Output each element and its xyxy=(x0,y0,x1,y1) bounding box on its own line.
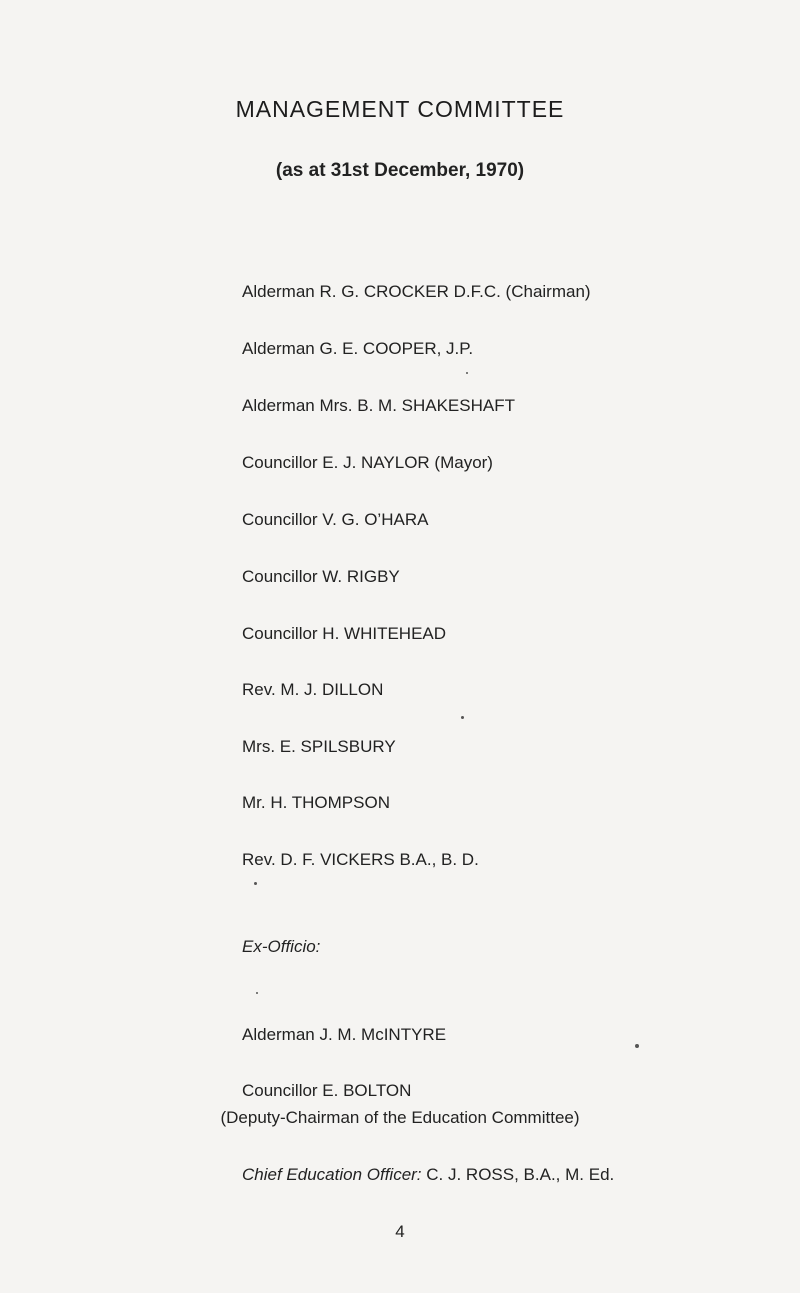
page-number: 4 xyxy=(395,1222,405,1241)
member-line: Councillor E. J. NAYLOR (Mayor) xyxy=(242,453,493,472)
scan-speck xyxy=(635,1044,639,1048)
member-line: Rev. D. F. VICKERS B.A., B. D. xyxy=(242,850,479,869)
member-line: Alderman R. G. CROCKER D.F.C. (Chairman) xyxy=(242,282,591,301)
chief-officer-line xyxy=(242,1165,614,1185)
member-line: Councillor W. RIGBY xyxy=(242,567,400,586)
chief-officer-name: C. J. ROSS, B.A., M. Ed. xyxy=(426,1165,615,1184)
member-line: Alderman Mrs. B. M. SHAKESHAFT xyxy=(242,396,515,415)
ex-officio-heading: Ex-Officio: xyxy=(242,937,321,956)
ex-officio-note: (Deputy-Chairman of the Education Committee) xyxy=(220,1108,580,1127)
scan-speck xyxy=(254,882,257,885)
member-line: Councillor H. WHITEHEAD xyxy=(242,624,447,643)
ex-officio-member: Alderman J. M. McINTYRE xyxy=(242,1025,447,1044)
member-line: Mrs. E. SPILSBURY xyxy=(242,737,396,756)
page-title: MANAGEMENT COMMITTEE xyxy=(235,96,565,122)
scan-speck xyxy=(466,372,468,374)
member-line: Mr. H. THOMPSON xyxy=(242,793,390,812)
member-line: Alderman G. E. COOPER, J.P. xyxy=(242,339,474,358)
chief-officer-label: Chief Education Officer: xyxy=(242,1165,422,1184)
scan-speck xyxy=(256,992,258,994)
member-line: Rev. M. J. DILLON xyxy=(242,680,384,699)
scan-speck xyxy=(461,716,464,719)
ex-officio-member: Councillor E. BOLTON xyxy=(242,1081,412,1100)
page-subtitle: (as at 31st December, 1970) xyxy=(275,160,525,181)
member-line: Councillor V. G. O’HARA xyxy=(242,510,429,529)
